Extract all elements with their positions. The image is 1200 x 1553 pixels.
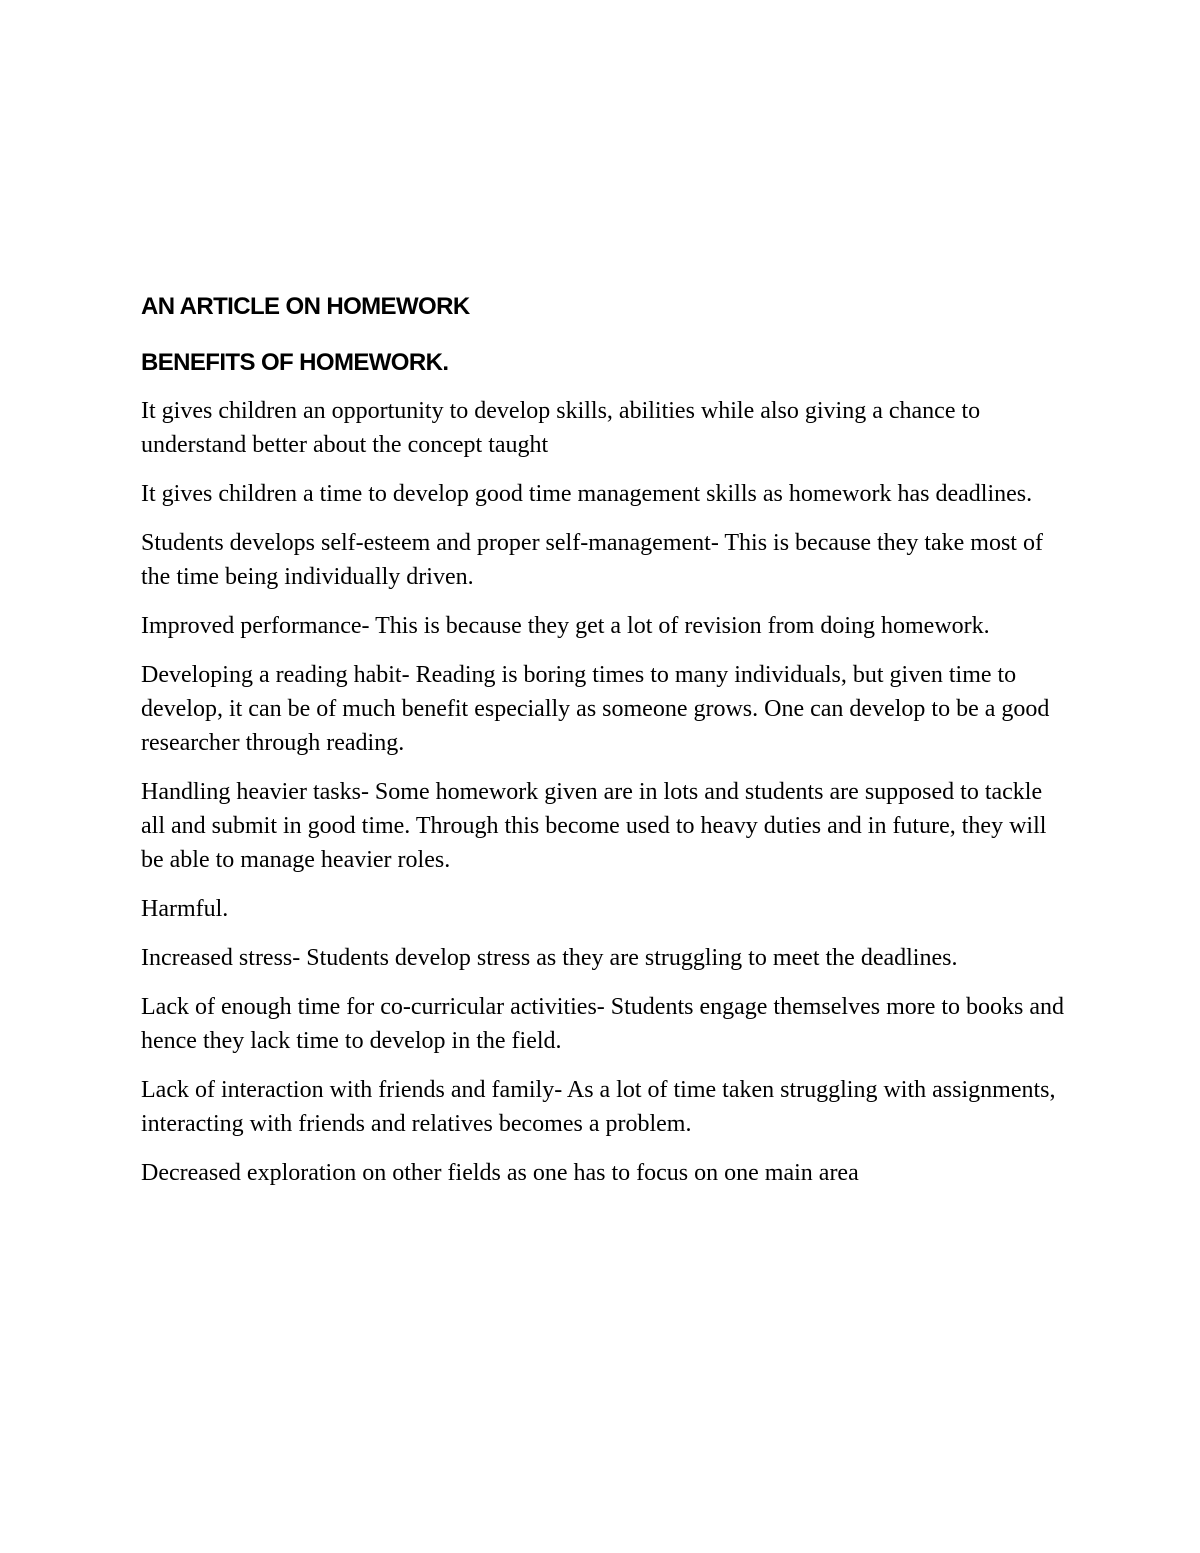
document-body (141, 290, 1066, 1205)
paragraph-heavier-tasks: Handling heavier tasks- Some homework given are in lots and students are supposed to tackle all and submit in good time. Through this become used to heavy duties and in future, they will be able to manage heavier roles. (141, 779, 1047, 873)
harmful-heading: Harmful. (141, 896, 229, 922)
paragraph-exploration: Decreased exploration on other fields as one has to focus on one main area (141, 1160, 859, 1186)
paragraph-time-management: It gives children a time to develop good time management skills as homework has deadlines. (141, 481, 1033, 507)
paragraph-increased-stress: Increased stress- Students develop stress as they are struggling to meet the deadlines. (141, 945, 958, 971)
paragraph-opportunity: It gives children an opportunity to develop skills, abilities while also giving a chance to understand better about the concept taught (141, 398, 981, 458)
paragraph-interaction: Lack of interaction with friends and family- As a lot of time taken struggling with assignments, interacting with friends and relatives becomes a problem. (141, 1077, 1056, 1137)
paragraph-co-curricular: Lack of enough time for co-curricular activities- Students engage themselves more to books and hence they lack time to develop in the field. (141, 994, 1065, 1054)
paragraph-improved-performance: Improved performance- This is because they get a lot of revision from doing homework. (141, 613, 990, 639)
paragraph-self-esteem: Students develops self-esteem and proper self-management- This is because they take most of the time being individually driven. (141, 530, 1043, 590)
document-title: AN ARTICLE ON HOMEWORK (141, 293, 470, 320)
paragraph-reading-habit: Developing a reading habit- Reading is boring times to many individuals, but given time to develop, it can be of much benefit especially as someone grows. One can develop to be a good researcher through reading. (141, 662, 1050, 756)
benefits-heading: BENEFITS OF HOMEWORK. (141, 349, 449, 376)
